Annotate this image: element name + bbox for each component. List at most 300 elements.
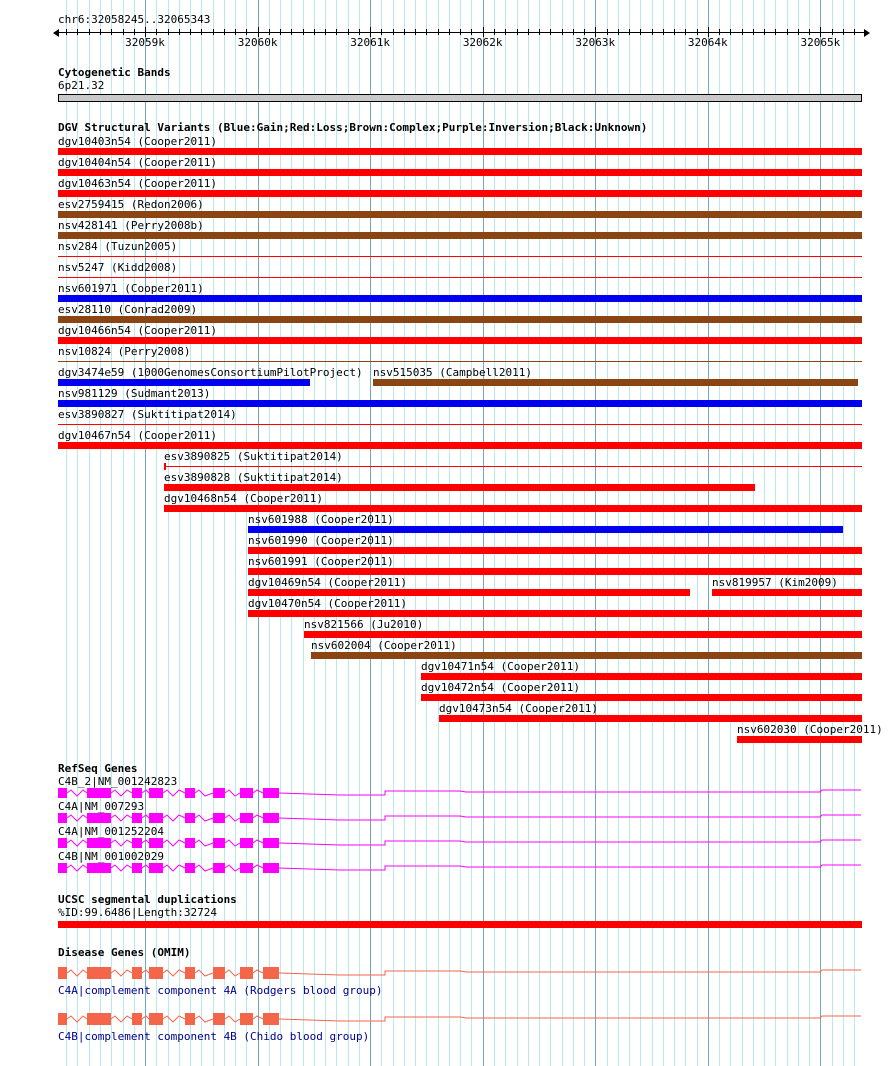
ruler-tick-minor [336,29,337,35]
variant-bar[interactable] [164,466,862,467]
section-header-segdup: UCSC segmental duplications [58,893,237,906]
ruler-tick-minor [629,29,630,35]
ruler-tick-minor [168,29,169,35]
grid-line-minor [494,0,495,1066]
ruler-arrow-left-icon [53,29,59,37]
variant-bar[interactable] [248,547,862,554]
gene-exon [132,967,142,979]
ruler-tick-minor [235,29,236,35]
ruler-tick-minor [730,29,731,35]
gene-intron [253,970,263,973]
variant-bar[interactable] [712,589,862,596]
gene-intron [67,865,87,871]
variant-bar[interactable] [58,442,862,449]
gene-exon [149,813,163,823]
grid-line-minor [809,0,810,1066]
grid-line-minor [449,0,450,1066]
ruler-tick-label: 32060k [237,36,278,49]
ruler-tick-minor [201,29,202,35]
ruler-tick-minor [539,29,540,35]
ruler-tick-minor [652,29,653,35]
gene-intron [225,970,240,976]
ruler-tick-minor [573,29,574,35]
variant-label[interactable]: nsv601971 (Cooper2011) [58,282,204,295]
variant-bar[interactable] [248,526,843,533]
gene-exon [263,863,279,873]
ruler-tick-minor [787,29,788,35]
ruler-tick-minor [100,29,101,35]
variant-bar[interactable] [439,715,862,722]
variant-bar[interactable] [164,484,755,491]
gene-tail-line [279,970,861,975]
ruler-tick-minor [381,29,382,35]
gene-exon [149,967,163,979]
gene-exon [58,967,67,979]
grid-line-minor [730,0,731,1066]
grid-line-minor [607,0,608,1066]
gene-intron [253,865,263,868]
gene-intron [67,815,87,821]
gene-exon [240,838,253,848]
grid-line-minor [854,0,855,1066]
gene-exon [87,1013,111,1025]
ruler-arrow-right-icon [864,29,870,37]
variant-label[interactable]: dgv10471n54 (Cooper2011) [421,660,580,673]
variant-bar[interactable] [58,256,862,257]
grid-line-major [595,0,596,1066]
variant-label[interactable]: nsv601991 (Cooper2011) [248,555,394,568]
grid-line-minor [528,0,529,1066]
variant-label[interactable]: nsv602030 (Cooper2011) [737,723,883,736]
ruler-tick-label: 32059k [125,36,165,49]
gene-exon [240,863,253,873]
gene-exon [185,838,195,848]
gene-tail-line [279,840,861,845]
segdup-label[interactable]: %ID:99.6486|Length:32724 [58,906,217,919]
gene-intron [111,865,132,871]
ruler-tick-minor [562,29,563,35]
ruler-tick-minor [123,29,124,35]
variant-bar[interactable] [58,424,862,425]
ruler-tick-minor [213,29,214,35]
variant-label[interactable]: nsv601990 (Cooper2011) [248,534,394,547]
variant-bar[interactable] [164,505,862,512]
variant-label[interactable]: dgv10473n54 (Cooper2011) [439,702,598,715]
ruler-tick-minor [528,29,529,35]
grid-line-minor [843,0,844,1066]
gene-intron [253,840,263,843]
variant-bar[interactable] [58,232,862,239]
gene-label[interactable]: C4B_2|NM_001242823 [58,775,178,788]
ruler-tick-minor [426,29,427,35]
ruler-tick-label: 32062k [462,36,503,49]
gene-exon [213,813,225,823]
grid-line-minor [562,0,563,1066]
ruler-tick-minor [471,29,472,35]
ruler-tick-minor [190,29,191,35]
gene-exon [87,967,111,979]
gene-exon [185,1013,195,1025]
variant-label[interactable]: nsv821566 (Ju2010) [304,618,424,631]
segdup-bar[interactable] [58,921,862,928]
ruler-tick-minor [663,29,664,35]
gene-intron [195,970,213,976]
variant-label[interactable]: dgv10470n54 (Cooper2011) [248,597,407,610]
variant-bar[interactable] [373,379,858,386]
variant-label[interactable]: esv3890825 (Suktitipat2014) [164,450,343,463]
ruler-tick-minor [246,29,247,35]
ruler-tick-minor [719,29,720,35]
ruler-tick-label: 32063k [575,36,616,49]
gene-intron [195,815,213,821]
gene-exon [213,838,225,848]
ruler-tick-minor [314,29,315,35]
section-header-omim: Disease Genes (OMIM) [58,946,191,959]
gene-exon [132,813,142,823]
variant-bar[interactable] [58,379,310,386]
variant-label[interactable]: dgv10404n54 (Cooper2011) [58,156,217,169]
variant-bar[interactable] [58,316,862,323]
grid-line-minor [764,0,765,1066]
gene-intron [142,865,149,868]
variant-label[interactable]: nsv981129 (Sudmant2013) [58,387,211,400]
gene-exon [263,813,279,823]
grid-line-minor [742,0,743,1066]
grid-line-minor [291,0,292,1066]
ruler-tick-minor [449,29,450,35]
gene-exon [240,967,253,979]
variant-label[interactable]: dgv10403n54 (Cooper2011) [58,135,217,148]
ruler-tick-minor [505,29,506,35]
ruler-tick-minor [156,29,157,35]
gene-intron [111,840,132,846]
gene-exon [132,863,142,873]
ruler-tick-minor [843,29,844,35]
variant-start-tick [164,463,166,470]
variant-bar[interactable] [58,337,862,344]
gene-model[interactable] [58,785,864,801]
gene-tail-line [279,790,861,795]
gene-exon [149,788,163,798]
gene-model[interactable] [58,965,864,981]
variant-bar[interactable] [58,148,862,155]
gene-intron [225,790,240,796]
gene-intron [111,970,132,976]
variant-label[interactable]: dgv10466n54 (Cooper2011) [58,324,217,337]
ruler-tick-minor [764,29,765,35]
gene-exon [58,1013,67,1025]
gene-exon [213,967,225,979]
variant-bar[interactable] [304,631,862,638]
ruler-tick-minor [618,29,619,35]
gene-intron [163,1016,185,1022]
gene-exon [149,863,163,873]
ruler-tick-minor [854,29,855,35]
gene-exon [213,863,225,873]
ruler-tick-label: 32065k [800,36,841,49]
ruler-tick-minor [460,29,461,35]
gene-exon [263,838,279,848]
variant-bar[interactable] [58,295,862,302]
gene-tail-line [279,815,861,820]
gene-exon [149,1013,163,1025]
variant-bar[interactable] [421,694,862,701]
gene-intron [67,840,87,846]
gene-intron [67,970,87,976]
gene-intron [195,840,213,846]
grid-line-minor [663,0,664,1066]
ruler-tick-minor [809,29,810,35]
grid-line-minor [652,0,653,1066]
grid-line-minor [517,0,518,1066]
ruler-tick-minor [325,29,326,35]
ruler-tick-minor [584,29,585,35]
grid-line-minor [832,0,833,1066]
grid-line-major [820,0,821,1066]
variant-bar[interactable] [421,673,862,680]
grid-line-minor [235,0,236,1066]
gene-intron [111,1016,132,1022]
variant-label[interactable]: esv2759415 (Redon2006) [58,198,204,211]
ruler-tick-minor [269,29,270,35]
gene-tail-line [279,865,861,870]
variant-bar[interactable] [311,652,862,659]
ruler-tick-minor [753,29,754,35]
grid-line-minor [280,0,281,1066]
gene-exon [87,863,111,873]
ruler-tick-minor [89,29,90,35]
grid-line-minor [775,0,776,1066]
gene-exon [87,788,111,798]
grid-line-major [370,0,371,1066]
gene-label[interactable]: C4A|NM_007293 [58,800,145,813]
variant-label[interactable]: dgv10463n54 (Cooper2011) [58,177,217,190]
grid-line-minor [629,0,630,1066]
gene-intron [142,1016,149,1019]
ruler-tick-minor [393,29,394,35]
gene-intron [253,1016,263,1019]
gene-exon [185,863,195,873]
grid-line-minor [787,0,788,1066]
variant-label[interactable]: nsv819957 (Kim2009) [712,576,838,589]
gene-intron [253,790,263,793]
gene-intron [142,970,149,973]
section-header-cytogenetic-bands: Cytogenetic Bands [58,66,171,79]
region-label: chr6:32058245..32065343 [58,13,211,26]
gene-model[interactable] [58,860,864,876]
ruler-tick-minor [280,29,281,35]
grid-line-minor [359,0,360,1066]
ruler-tick-minor [685,29,686,35]
gene-exon [132,838,142,848]
ruler-tick-minor [224,29,225,35]
gene-exon [213,788,225,798]
ruler-tick-minor [550,29,551,35]
grid-line-minor [303,0,304,1066]
gene-exon [87,813,111,823]
gene-exon [213,1013,225,1025]
grid-line-minor [539,0,540,1066]
gene-intron [225,1016,240,1022]
grid-line-major [483,0,484,1066]
variant-label[interactable]: dgv10469n54 (Cooper2011) [248,576,407,589]
grid-line-minor [550,0,551,1066]
grid-line-minor [269,0,270,1066]
grid-line-minor [336,0,337,1066]
variant-bar[interactable] [58,211,862,218]
ruler-tick-minor [832,29,833,35]
ruler-tick-minor [404,29,405,35]
grid-line-minor [505,0,506,1066]
gene-intron [195,1016,213,1022]
variant-bar[interactable] [248,589,690,596]
grid-line-minor [674,0,675,1066]
gene-model[interactable] [58,1011,864,1027]
variant-label[interactable]: nsv515035 (Campbell2011) [373,366,532,379]
ruler-tick-minor [640,29,641,35]
disease-gene-label[interactable]: C4A|complement component 4A (Rodgers blood group) [58,984,383,997]
grid-line-minor [404,0,405,1066]
gene-exon [87,838,111,848]
gene-intron [111,815,132,821]
grid-line-minor [438,0,439,1066]
ruler-tick-minor [359,29,360,35]
ruler-tick-minor [134,29,135,35]
gene-intron [195,790,213,796]
gene-model[interactable] [58,835,864,851]
ruler-tick-label: 32064k [687,36,728,49]
variant-label[interactable]: dgv3474e59 (1000GenomesConsortiumPilotProject) [58,366,363,379]
disease-gene-label[interactable]: C4B|complement component 4B (Chido blood group) [58,1030,370,1043]
gene-intron [195,865,213,871]
gene-exon [132,1013,142,1025]
gene-intron [163,815,185,821]
grid-line-minor [381,0,382,1066]
gene-exon [185,813,195,823]
variant-bar[interactable] [248,610,862,617]
gene-intron [225,840,240,846]
ruler-tick-minor [742,29,743,35]
gene-intron [142,790,149,793]
grid-line-minor [415,0,416,1066]
grid-line-minor [584,0,585,1066]
ruler-tick-minor [179,29,180,35]
gene-intron [111,790,132,796]
variant-bar[interactable] [737,736,862,743]
ruler-tick-minor [494,29,495,35]
variant-label[interactable]: nsv284 (Tuzun2005) [58,240,178,253]
grid-line-minor [393,0,394,1066]
variant-label[interactable]: nsv428141 (Perry2008b) [58,219,204,232]
ruler-tick-label: 32061k [350,36,390,49]
gene-intron [163,790,185,796]
grid-line-minor [618,0,619,1066]
gene-label[interactable]: C4B|NM_001002029 [58,850,164,863]
variant-label[interactable]: nsv10824 (Perry2008) [58,345,191,358]
grid-line-minor [719,0,720,1066]
grid-line-minor [798,0,799,1066]
gene-intron [67,1016,87,1022]
gene-intron [253,815,263,818]
ruler-tick-minor [291,29,292,35]
variant-bar[interactable] [58,400,862,407]
variant-label[interactable]: dgv10468n54 (Cooper2011) [164,492,323,505]
gene-intron [142,840,149,843]
variant-label[interactable]: nsv5247 (Kidd2008) [58,261,178,274]
grid-line-minor [753,0,754,1066]
variant-label[interactable]: nsv602004 (Cooper2011) [311,639,457,652]
gene-exon [58,863,67,873]
ruler-tick-minor [348,29,349,35]
variant-bar[interactable] [58,361,862,362]
variant-label[interactable]: nsv601988 (Cooper2011) [248,513,394,526]
cytoband-bar[interactable] [58,94,862,102]
variant-label[interactable]: esv28110 (Conrad2009) [58,303,198,316]
grid-line-minor [348,0,349,1066]
gene-exon [132,788,142,798]
gene-intron [67,790,87,796]
ruler-tick-minor [607,29,608,35]
variant-bar[interactable] [58,169,862,176]
grid-line-minor [471,0,472,1066]
gene-exon [240,813,253,823]
grid-line-minor [325,0,326,1066]
ruler-tick-minor [66,29,67,35]
grid-line-minor [246,0,247,1066]
cytoband-label[interactable]: 6p21.32 [58,79,105,92]
ruler-tick-minor [77,29,78,35]
gene-intron [142,815,149,818]
gene-exon [58,813,67,823]
gene-exon [185,967,195,979]
gene-exon [149,838,163,848]
gene-model[interactable] [58,810,864,826]
gene-intron [163,865,185,871]
grid-line-minor [697,0,698,1066]
ruler-tick-minor [697,29,698,35]
variant-label[interactable]: esv3890828 (Suktitipat2014) [164,471,343,484]
variant-label[interactable]: dgv10472n54 (Cooper2011) [421,681,580,694]
ruler-tick-minor [775,29,776,35]
grid-line-minor [314,0,315,1066]
grid-line-major [258,0,259,1066]
variant-bar[interactable] [58,277,862,278]
variant-bar[interactable] [58,190,862,197]
ruler-tick-minor [111,29,112,35]
grid-line-minor [224,0,225,1066]
grid-line-minor [640,0,641,1066]
gene-intron [163,970,185,976]
gene-exon [263,967,279,979]
ruler-tick-minor [517,29,518,35]
gene-intron [225,815,240,821]
gene-intron [225,865,240,871]
gene-exon [263,788,279,798]
gene-exon [185,788,195,798]
ruler-tick-minor [438,29,439,35]
section-header-dgv: DGV Structural Variants (Blue:Gain;Red:Loss;Brown:Complex;Purple:Inversion;Black:Unknown) [58,121,648,134]
ruler-tick-minor [303,29,304,35]
gene-label[interactable]: C4A|NM_001252204 [58,825,164,838]
variant-label[interactable]: esv3890827 (Suktitipat2014) [58,408,237,421]
variant-bar[interactable] [248,568,862,575]
gene-exon [58,838,67,848]
ruler-tick-minor [415,29,416,35]
grid-line-minor [460,0,461,1066]
variant-label[interactable]: dgv10467n54 (Cooper2011) [58,429,217,442]
grid-line-minor [573,0,574,1066]
ruler-tick-minor [674,29,675,35]
